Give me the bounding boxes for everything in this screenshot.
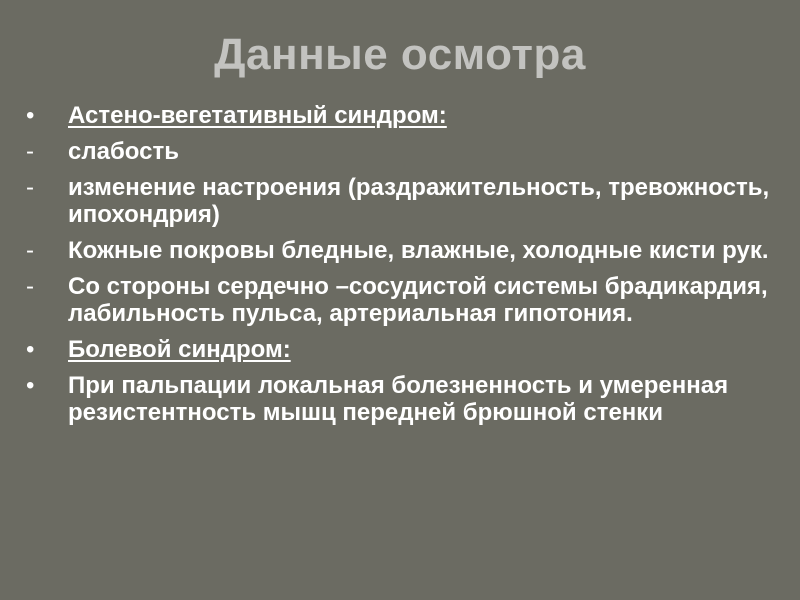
dash-marker: - — [26, 138, 34, 165]
section-heading: Болевой синдром: — [68, 336, 291, 363]
bullet-list — [26, 102, 776, 435]
list-item — [26, 237, 776, 264]
list-item-text: Кожные покровы бледные, влажные, холодные кисти рук. — [68, 237, 769, 264]
bullet-marker: • — [26, 336, 35, 363]
dash-marker: - — [26, 273, 34, 300]
list-item — [26, 372, 776, 426]
dash-marker: - — [26, 174, 34, 201]
slide-title: Данные осмотра — [214, 30, 586, 79]
dash-marker: - — [26, 237, 34, 264]
bullet-marker: • — [26, 102, 35, 129]
list-item — [26, 102, 776, 129]
list-item — [26, 138, 776, 165]
bullet-marker: • — [26, 372, 35, 399]
list-item-text: При пальпации локальная болезненность и умеренная резистентность мышц передней брюшной стенки — [68, 372, 729, 426]
list-item-text: слабость — [68, 138, 179, 165]
section-heading: Астено-вегетативный синдром: — [68, 102, 447, 129]
list-item-text: Со стороны сердечно –сосудистой системы брадикардия, лабильность пульса, артериальная гипотония. — [68, 273, 768, 327]
list-item — [26, 336, 776, 363]
list-item — [26, 273, 776, 327]
list-item-text: изменение настроения (раздражительность, тревожность, ипохондрия) — [68, 174, 770, 228]
list-item — [26, 174, 776, 228]
